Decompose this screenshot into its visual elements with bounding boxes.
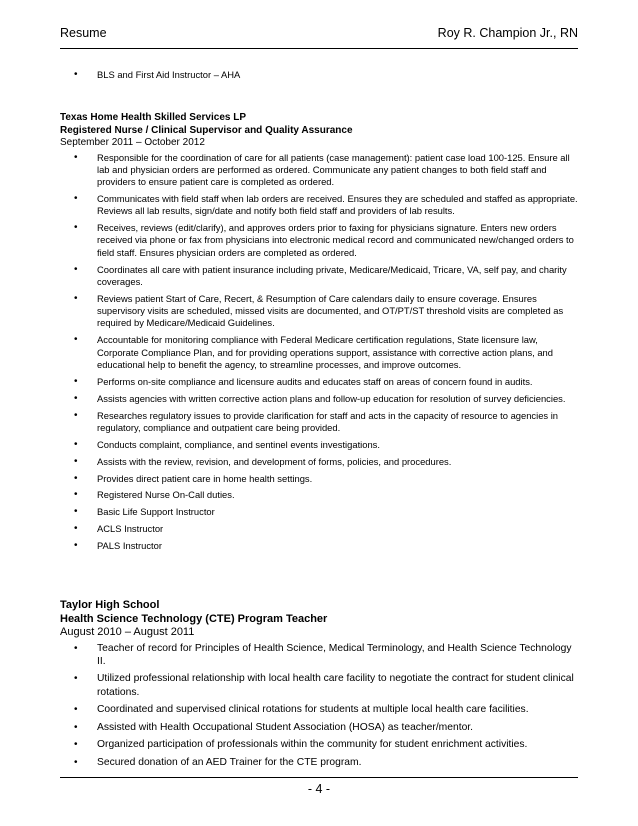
list-item [60,489,580,501]
bullet-icon: • [74,455,78,467]
list-item [60,756,580,769]
list-item-text: Coordinated and supervised clinical rotations for students at multiple local health care facilities. [97,704,529,716]
bullet-icon: • [74,409,78,421]
footer-divider [60,777,578,778]
bullet-icon: • [74,721,78,733]
list-item [60,672,580,698]
list-item-text: Receives, reviews (edit/clarify), and approves orders prior to faxing for physicians signature. Enters new orders received via phone or fax from physicians into electronic medical record and communicated new/changed orders to field staff. Ensures physician orders are completed as ordered. [97,222,574,258]
employer-name: Texas Home Health Skilled Services LP [60,112,247,123]
list-item [60,523,580,535]
list-item-text: Secured donation of an AED Trainer for the CTE program. [97,756,362,768]
bullet-icon: • [74,69,78,80]
list-item-text: Conducts complaint, compliance, and sentinel events investigations. [97,438,380,450]
list-item-text: Assists with the review, revision, and development of forms, policies, and procedures. [97,455,452,467]
job-dates: August 2010 – August 2011 [60,626,195,638]
list-item-text: ACLS Instructor [97,523,164,535]
job-section-texas-home-health [60,112,580,557]
list-item-text: BLS and First Aid Instructor – AHA [97,69,241,80]
bullet-icon: • [74,263,78,275]
list-item-text: Reviews patient Start of Care, Recert, & Resumption of Care calendars daily to ensure coverage. Ensures supervisory visits are scheduled, missed visits are documented, and OT/PT/ST threshold visits are completed as required by Medicare/Medicaid Guidelines. [97,292,564,329]
list-item [60,376,580,388]
list-item [60,264,580,289]
list-item [60,152,580,189]
list-item [60,193,580,218]
list-item-text: Teacher of record for Principles of Health Science, Medical Terminology, and Health Science Technology II. [97,642,572,667]
bullet-icon: • [74,704,78,716]
page-header [60,26,578,46]
list-item-text: Communicates with field staff when lab orders are received. Ensures they are scheduled and staffed as appropriate. Reviews all lab results, sign/date and notify both field staff and providers of lab results. [97,192,578,217]
list-item-text: Utilized professional relationship with local health care facility to negotiate the contract for student clinical rotations. [97,673,574,698]
list-item-text: Coordinates all care with patient insurance including private, Medicare/Medicaid, Tricare, VA, self pay, and charity coverages. [97,263,567,287]
list-item-text: Organized participation of professionals within the community for student enrichment activities. [97,739,528,751]
page-number: - 4 - [307,782,331,796]
bullet-icon: • [74,375,78,387]
list-item [60,703,580,716]
bullet-icon: • [74,523,78,535]
list-item-text: Provides direct patient care in home health settings. [97,472,313,484]
list-item-text: Responsible for the coordination of care for all patients (case management): patient case load 100-125. Ensure all lab and physician orders are performed as ordered. Communicate any patient changes to both field staff and providers to ensure patient care is completed as ordered. [97,151,570,188]
bullet-icon: • [74,192,78,204]
header-name: Roy R. Champion Jr., RN [437,26,578,40]
header-title: Resume [60,26,107,40]
list-item [60,506,580,518]
list-item [60,721,580,734]
job-title: Registered Nurse / Clinical Supervisor and Quality Assurance [60,124,353,136]
bullet-icon: • [74,673,78,685]
bullet-icon: • [74,472,78,484]
list-item-text: Researches regulatory issues to provide clarification for staff and acts in the capacity of resource to agencies in regulatory, compliance and outpatient care being provided. [97,409,559,433]
bullet-icon: • [74,756,78,768]
list-item [60,738,580,751]
bullet-icon: • [74,739,78,751]
bullet-icon: • [74,392,78,404]
list-item [60,293,580,330]
job-bullet-list [60,642,580,770]
list-item [60,540,580,552]
list-item-text: PALS Instructor [97,540,162,552]
list-item [60,642,580,668]
list-item-text: Assisted with Health Occupational Student Association (HOSA) as teacher/mentor. [97,721,474,733]
list-item-text: Basic Life Support Instructor [97,506,215,518]
employer-name: Taylor High School [60,599,160,611]
job-title: Health Science Technology (CTE) Program Teacher [60,612,328,625]
intro-section [60,67,580,86]
list-item [60,334,580,371]
job-dates: September 2011 – October 2012 [60,137,205,148]
bullet-icon: • [74,540,78,552]
bullet-icon: • [74,334,78,346]
job-section-taylor-high-school [60,599,580,773]
job-bullet-list [60,152,580,553]
bullet-icon: • [74,642,78,654]
list-item-text: Performs on-site compliance and licensure audits and educates staff on areas of concern found in audits. [97,375,533,387]
list-item-text: Registered Nurse On-Call duties. [97,489,235,501]
bullet-icon: • [74,438,78,450]
list-item [60,473,580,485]
list-item [60,410,580,435]
list-item [60,393,580,405]
list-item [60,439,580,451]
list-item-text: Accountable for monitoring compliance with Federal Medicare certification regulations, State licensure law, Corporate Compliance Plan, and for providing operations support, assistance with corrective action plans, and educational help to benefit the agency, to streamline processes, and improve outcomes. [97,334,553,370]
bullet-icon: • [74,222,78,234]
intro-bullet-list [60,69,580,81]
list-item [60,456,580,468]
header-divider [60,48,578,49]
bullet-icon: • [74,506,78,518]
bullet-icon: • [74,151,78,163]
bullet-icon: • [74,292,78,304]
list-item [60,69,580,81]
list-item-text: Assists agencies with written corrective action plans and follow-up education for resolution of survey deficiencies. [97,392,566,404]
bullet-icon: • [74,489,78,501]
list-item [60,222,580,259]
